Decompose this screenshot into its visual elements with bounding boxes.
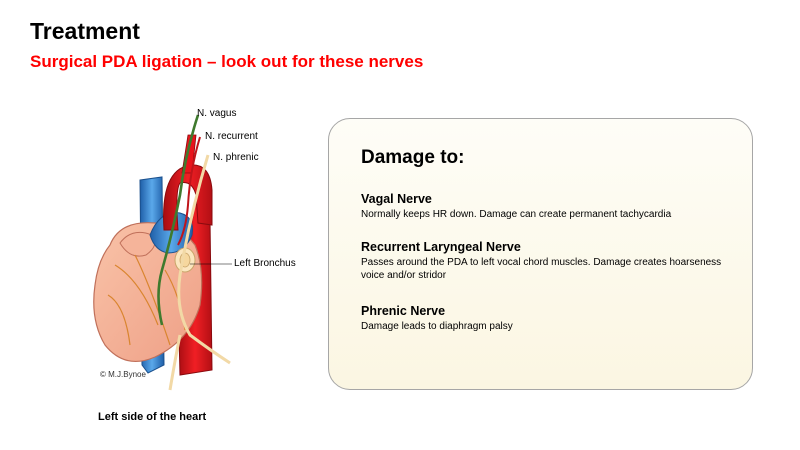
slide-subtitle: Surgical PDA ligation – look out for these nerves bbox=[30, 52, 424, 71]
section-phrenic bbox=[361, 303, 731, 333]
section-text: Damage leads to diaphragm palsy bbox=[361, 321, 513, 332]
section-title: Vagal Nerve bbox=[361, 192, 432, 206]
damage-card bbox=[328, 118, 753, 390]
section-recurrent bbox=[361, 239, 731, 282]
slide-title: Treatment bbox=[30, 18, 140, 44]
section-text: Passes around the PDA to left vocal chord muscles. Damage creates hoarseness voice and/or stridor bbox=[361, 257, 722, 281]
copyright-mark: © M.J.Bynoe bbox=[100, 370, 146, 379]
section-title: Recurrent Laryngeal Nerve bbox=[361, 240, 521, 254]
heart-illustration bbox=[80, 95, 320, 395]
label-vagus: N. vagus bbox=[197, 108, 237, 119]
section-text: Normally keeps HR down. Damage can create permanent tachycardia bbox=[361, 209, 672, 220]
section-title: Phrenic Nerve bbox=[361, 304, 446, 318]
label-bronchus: Left Bronchus bbox=[234, 258, 296, 269]
card-heading: Damage to: bbox=[361, 147, 465, 168]
section-vagal bbox=[361, 191, 731, 221]
label-phrenic: N. phrenic bbox=[213, 152, 259, 163]
label-recurrent: N. recurrent bbox=[205, 131, 258, 142]
figure-caption: Left side of the heart bbox=[98, 411, 207, 423]
